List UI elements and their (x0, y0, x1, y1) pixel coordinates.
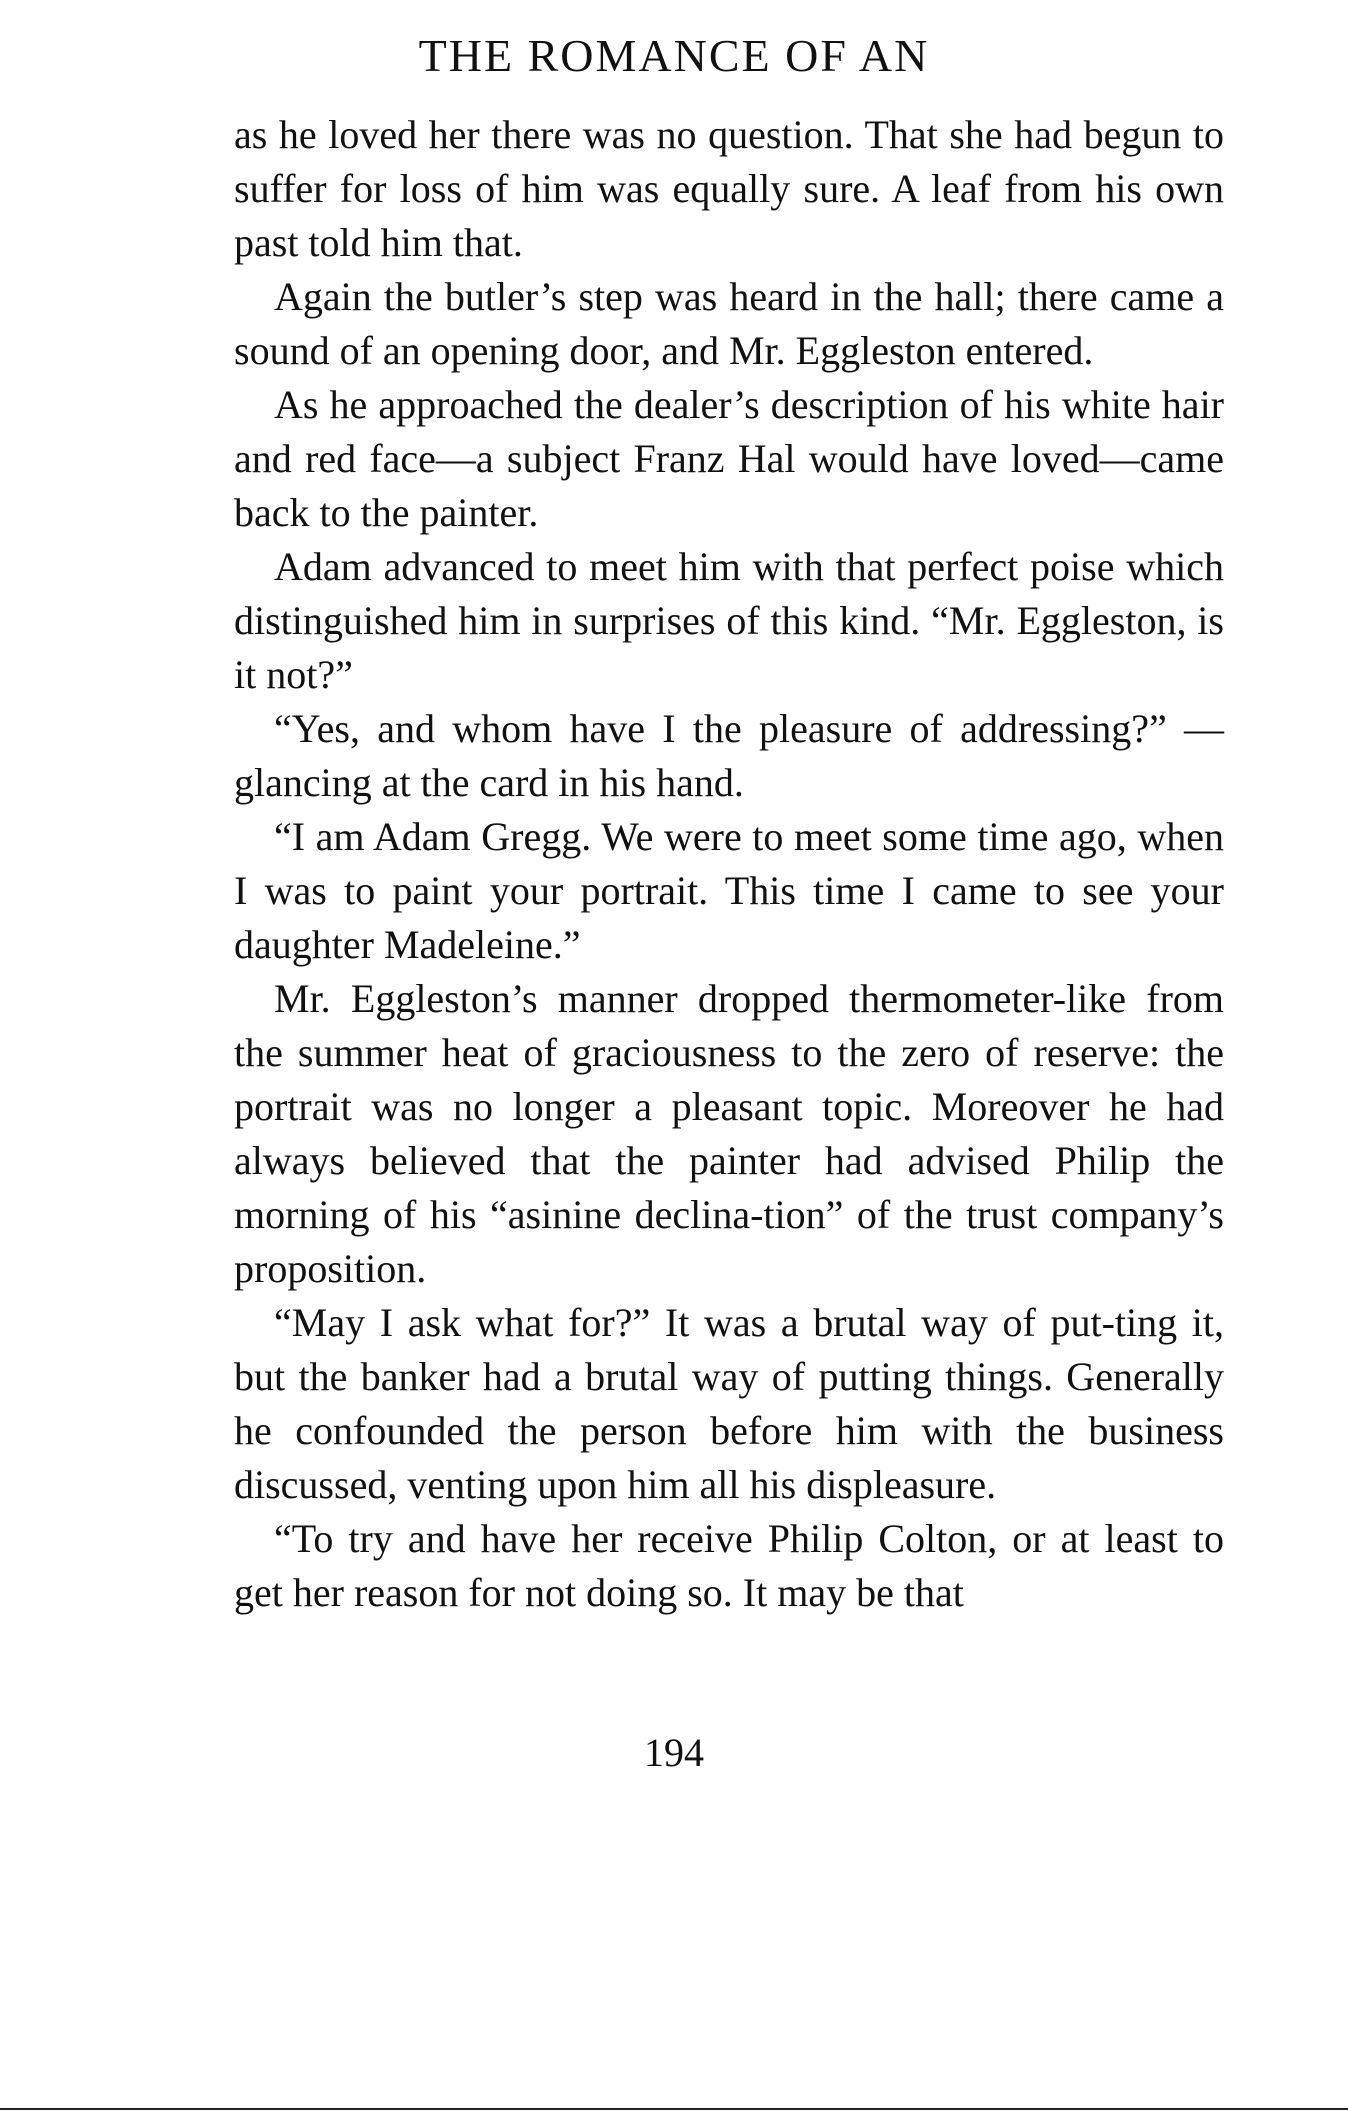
body-text (234, 108, 1224, 1620)
paragraph-continued: as he loved her there was no question. That she had begun to suffer for loss of him was equally sure. A leaf from his own past told him that. (234, 112, 1224, 265)
paragraph: Adam advanced to meet him with that perfect poise which distinguished him in surprises of this kind. “Mr. Eggleston, is it not?” (234, 544, 1224, 697)
paragraph: “To try and have her receive Philip Colton, or at least to get her reason for not doing so. It may be that (234, 1516, 1224, 1615)
paragraph: As he approached the dealer’s description of his white hair and red face—a subject Franz Hal would have loved—came back to the painter. (234, 382, 1224, 535)
running-head: THE ROMANCE OF AN (418, 30, 930, 81)
bottom-rule (0, 2108, 1348, 2110)
paragraph: “May I ask what for?” It was a brutal way of put-ting it, but the banker had a brutal way of putting things. Generally he confounded the person before him with the business discussed, venting upon him all his displeasure. (234, 1300, 1224, 1507)
paragraph: Again the butler’s step was heard in the hall; there came a sound of an opening door, and Mr. Eggleston entered. (234, 274, 1224, 373)
paragraph: Mr. Eggleston’s manner dropped thermometer-like from the summer heat of graciousness to the zero of reserve: the portrait was no longer a pleasant topic. Moreover he had always believed that the painter had advised Philip the morning of his “asinine declina-tion” of the trust company’s proposition. (234, 976, 1224, 1291)
page-number: 194 (644, 1730, 704, 1775)
paragraph: “Yes, and whom have I the pleasure of addressing?” —glancing at the card in his hand. (234, 706, 1224, 805)
paragraph: “I am Adam Gregg. We were to meet some time ago, when I was to paint your portrait. This time I came to see your daughter Madeleine.” (234, 814, 1224, 967)
